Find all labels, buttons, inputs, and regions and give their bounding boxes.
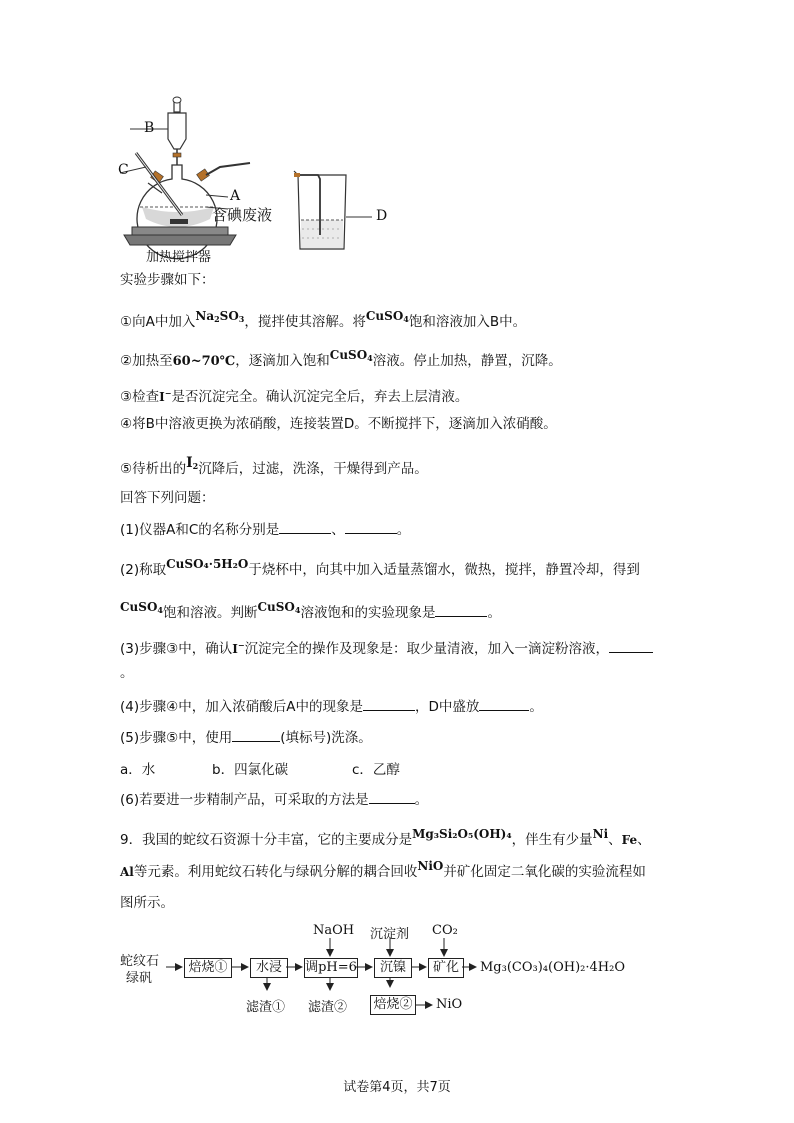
flow-reagent-co2: CO₂ [432, 923, 458, 938]
step-1: ①向A中加入$Na_2SO_3$，搅拌使其溶解。将CuSO$_4$饱和溶液加入B中。 [120, 309, 527, 330]
questions-header: 回答下列问题： [120, 490, 215, 506]
apparatus-diagram [110, 95, 410, 265]
answer-blank[interactable] [479, 698, 529, 711]
formula-i2: $I_2$ [186, 455, 199, 471]
flow-product-mineral: Mg₃(CO₃)₄(OH)₂·4H₂O [480, 960, 625, 975]
question-3: (3)步骤③中，确认I−沉淀完全的操作及现象是：取少量清液，加入一滴淀粉溶液， [120, 635, 653, 659]
answer-blank[interactable] [435, 604, 487, 617]
element-fe: Fe [621, 833, 638, 847]
step-5: ⑤待析出的$I_2$沉降后，过滤，洗涤，干燥得到产品。 [120, 455, 428, 477]
apparatus-label-d: D [376, 208, 388, 224]
formula-cuso4-5h2o: CuSO₄·5H₂O [166, 557, 249, 571]
answer-blank[interactable] [279, 521, 331, 534]
option-b: b．四氯化碳 [212, 762, 289, 778]
question-4: (4)步骤④中，加入浓硝酸后A中的现象是 ，D中盛放 。 [120, 699, 543, 715]
answer-blank[interactable] [232, 729, 280, 742]
apparatus-label-c: C [118, 162, 129, 178]
flow-residue-2: 滤渣② [308, 1000, 348, 1015]
question-3-end: 。 [120, 665, 134, 681]
apparatus-label-stirrer: 加热搅拌器 [146, 250, 212, 265]
answer-blank[interactable] [363, 698, 415, 711]
answer-blank[interactable] [369, 791, 415, 804]
flow-box-water-leach: 水浸 [250, 958, 288, 978]
step-2: ②加热至60~70℃，逐滴加入饱和CuSO$_4$溶液。停止加热，静置，沉降。 [120, 348, 562, 369]
step-3: ③检查I−是否沉淀完全。确认沉淀完全后，弃去上层清液。 [120, 388, 469, 405]
flow-input-serpentine: 蛇纹石 [120, 954, 160, 969]
element-al: Al [120, 865, 134, 879]
page-footer: 试卷第4页，共7页 [343, 1080, 451, 1095]
question-9-line-3: 图所示。 [120, 895, 174, 911]
question-5-options [120, 760, 520, 780]
formula-serpentine: Mg₃Si₂O₅(OH)₄ [412, 827, 512, 841]
formula-cuso4: CuSO$_4$ [329, 348, 373, 363]
apparatus-label-waste: 含碘废液 [212, 206, 273, 224]
question-9-line-2: Al等元素。利用蛇纹石转化与绿矾分解的耦合回收NiO并矿化固定二氧化碳的实验流程如 [120, 859, 646, 880]
step-4: ④将B中溶液更换为浓硝酸，连接装置D。不断搅拌下，逐滴加入浓硝酸。 [120, 416, 557, 432]
formula-cuso4: CuSO$_4$ [257, 600, 301, 615]
question-2-line-2: CuSO$_4$饱和溶液。判断CuSO$_4$溶液饱和的实验现象是 。 [120, 600, 501, 621]
question-2-line-1: (2)称取CuSO₄·5H₂O于烧杯中，向其中加入适量蒸馏水，微热，搅拌，静置冷却，得到 [120, 557, 640, 578]
flow-box-mineralization: 矿化 [428, 958, 464, 978]
question-6: (6)若要进一步精制产品，可采取的方法是 。 [120, 792, 429, 808]
option-a: a．水 [120, 762, 156, 778]
formula-na2so3: $Na_2SO_3$ [195, 309, 245, 324]
flow-product-nio: NiO [436, 997, 463, 1012]
apparatus-label-a: A [230, 188, 241, 204]
question-9-line-1: 9．我国的蛇纹石资源十分丰富，它的主要成分是Mg₃Si₂O₅(OH)₄，伴生有少量Ni、Fe、 [120, 827, 651, 848]
formula-iodide: I− [159, 388, 172, 404]
answer-blank[interactable] [609, 640, 653, 653]
answer-blank[interactable] [345, 521, 397, 534]
element-ni: Ni [592, 827, 609, 841]
flow-input-green-vitriol: 绿矾 [126, 971, 153, 986]
flow-box-adjust-ph: 调pH=6 [304, 958, 358, 978]
question-5: (5)步骤⑤中，使用 (填标号)洗涤。 [120, 730, 372, 746]
flow-box-roast-2: 焙烧② [370, 995, 416, 1015]
intro-text: 实验步骤如下： [120, 272, 215, 288]
flow-residue-1: 滤渣① [246, 1000, 286, 1015]
option-c: c．乙醇 [352, 762, 400, 778]
flow-reagent-precipitant: 沉淀剂 [370, 927, 410, 942]
formula-iodide: I− [232, 640, 245, 656]
formula-cuso4: CuSO$_4$ [120, 600, 163, 615]
flow-reagent-naoh: NaOH [313, 923, 355, 938]
question-1: (1)仪器A和C的名称分别是 、 。 [120, 522, 411, 538]
apparatus-label-b: B [144, 120, 155, 136]
formula-cuso4: CuSO$_4$ [365, 309, 409, 324]
formula-nio: NiO [417, 859, 444, 873]
flow-box-nickel-precipitation: 沉镍 [374, 958, 412, 978]
temperature: 60~70℃ [172, 354, 236, 369]
flow-box-roast-1: 焙烧① [184, 958, 232, 978]
